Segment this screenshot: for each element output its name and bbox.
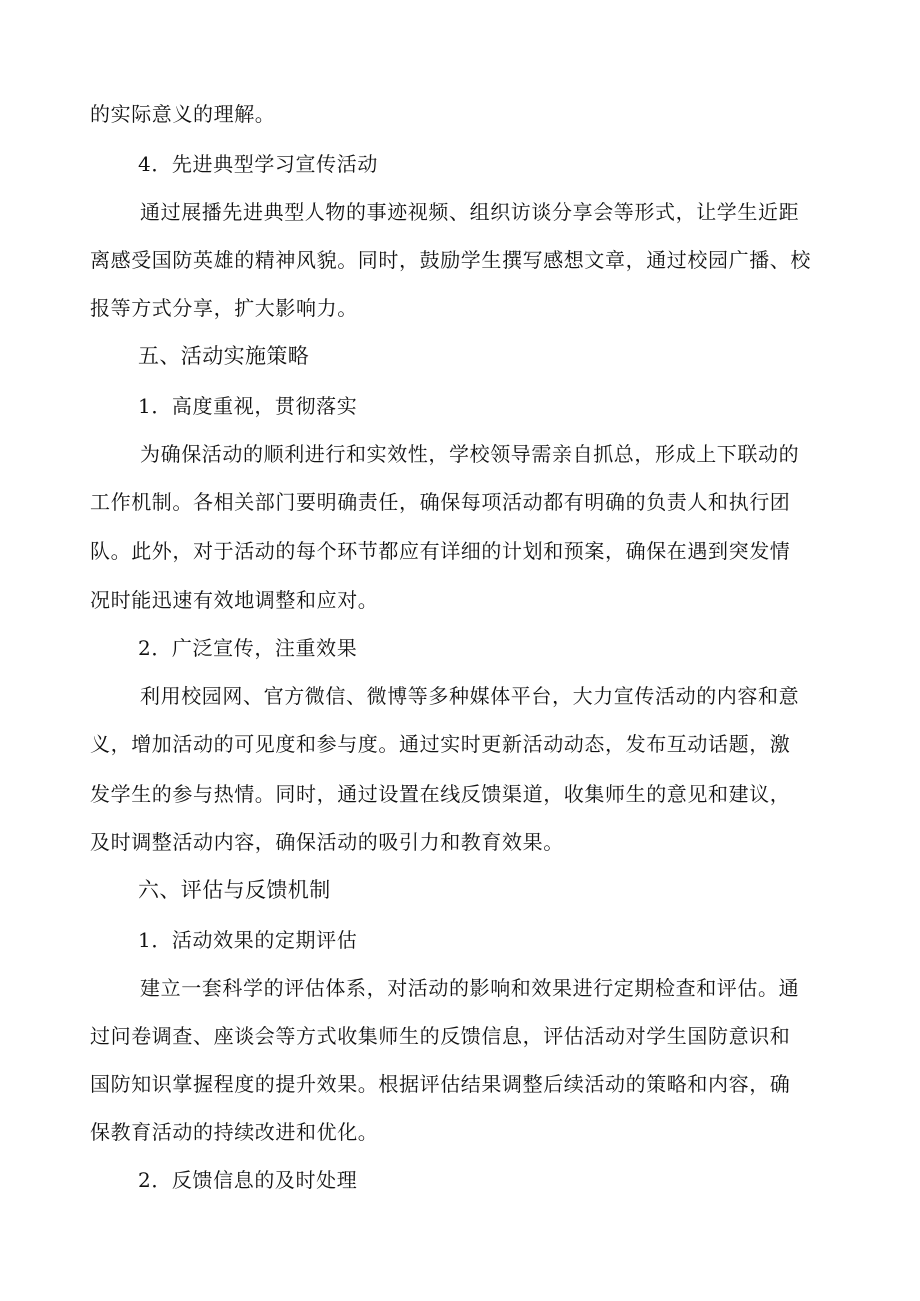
subheading: 1．活动效果的定期评估	[138, 928, 358, 952]
paragraph-line: 及时调整活动内容，确保活动的吸引力和教育效果。	[90, 830, 564, 854]
paragraph-line: 通过展播先进典型人物的事迹视频、组织访谈分享会等形式，让学生近距	[140, 200, 800, 224]
paragraph-line: 国防知识掌握程度的提升效果。根据评估结果调整后续活动的策略和内容，确	[90, 1072, 791, 1096]
paragraph-line: 为确保活动的顺利进行和实效性，学校领导需亲自抓总，形成上下联动的	[140, 442, 800, 466]
paragraph-line: 况时能迅速有效地调整和应对。	[90, 588, 379, 612]
paragraph-line: 报等方式分享，扩大影响力。	[90, 296, 358, 320]
subheading: 4．先进典型学习宣传活动	[138, 152, 378, 176]
paragraph-line: 过问卷调查、座谈会等方式收集师生的反馈信息，评估活动对学生国防意识和	[90, 1024, 791, 1048]
paragraph-line: 保教育活动的持续改进和优化。	[90, 1120, 379, 1144]
paragraph-line: 离感受国防英雄的精神风貌。同时，鼓励学生撰写感想文章，通过校园广播、校	[90, 248, 811, 272]
subheading: 2．广泛宣传，注重效果	[138, 636, 358, 660]
paragraph-line: 发学生的参与热情。同时，通过设置在线反馈渠道，收集师生的意见和建议，	[90, 782, 791, 806]
paragraph-line: 利用校园网、官方微信、微博等多种媒体平台，大力宣传活动的内容和意	[140, 684, 800, 708]
paragraph-line: 的实际意义的理解。	[90, 102, 276, 126]
paragraph-line: 义，增加活动的可见度和参与度。通过实时更新活动动态，发布互动话题，激	[90, 732, 791, 756]
paragraph-line: 工作机制。各相关部门要明确责任，确保每项活动都有明确的负责人和执行团	[90, 490, 791, 514]
paragraph-line: 建立一套科学的评估体系，对活动的影响和效果进行定期检查和评估。通	[140, 976, 800, 1000]
section-heading: 五、活动实施策略	[138, 344, 310, 368]
subheading: 2．反馈信息的及时处理	[138, 1168, 358, 1192]
subheading: 1．高度重视，贯彻落实	[138, 394, 358, 418]
paragraph-line: 队。此外，对于活动的每个环节都应有详细的计划和预案，确保在遇到突发情	[90, 539, 791, 563]
section-heading: 六、评估与反馈机制	[138, 878, 331, 902]
